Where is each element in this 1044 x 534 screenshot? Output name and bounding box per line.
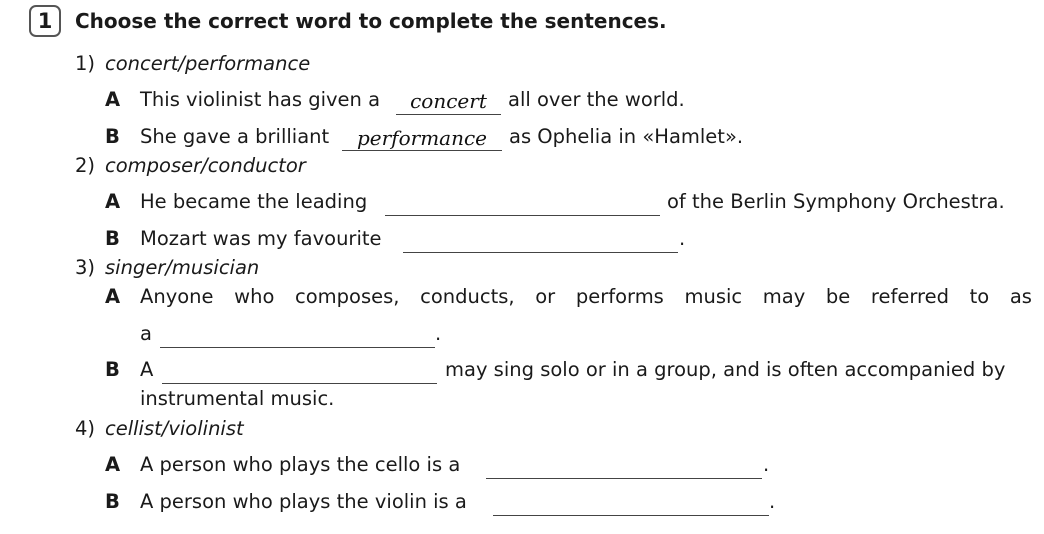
- answer-blank[interactable]: [493, 515, 769, 516]
- sentence-text-after: .: [769, 490, 776, 513]
- sentence-text-before: A person who plays the cello is a: [140, 453, 461, 476]
- answer-blank[interactable]: [396, 114, 501, 115]
- word-options: cellist/violinist: [105, 417, 244, 440]
- item-number: 4): [75, 417, 96, 440]
- handwritten-answer: performance: [356, 126, 487, 150]
- answer-blank[interactable]: [403, 252, 678, 253]
- handwritten-answer: concert: [410, 89, 487, 113]
- sentence-text-before: a: [140, 322, 152, 345]
- sentence-text-after: all over the world.: [508, 88, 685, 111]
- word: who: [234, 285, 275, 308]
- word: referred: [870, 285, 949, 308]
- word: music: [684, 285, 743, 308]
- item-number: 2): [75, 154, 96, 177]
- item-number: 1): [75, 52, 96, 75]
- sentence-label: A: [105, 88, 121, 111]
- word: performs: [575, 285, 664, 308]
- sentence-text-before: He became the leading: [140, 190, 368, 213]
- sentence-label: A: [105, 190, 121, 213]
- word-options: singer/musician: [105, 256, 260, 279]
- sentence-text-before: This violinist has given a: [140, 88, 381, 111]
- sentence-text-before: A: [140, 358, 154, 381]
- word-options: concert/performance: [105, 52, 311, 75]
- sentence-label: B: [105, 358, 120, 381]
- sentence-label: B: [105, 227, 120, 250]
- exercise-instruction: Choose the correct word to complete the sentences.: [75, 9, 667, 33]
- item-number: 3): [75, 256, 96, 279]
- answer-blank[interactable]: [160, 347, 435, 348]
- sentence-text-before: A person who plays the violin is a: [140, 490, 467, 513]
- word: conducts,: [420, 285, 515, 308]
- sentence-label: A: [105, 453, 121, 476]
- sentence-text-after: as Ophelia in «Hamlet».: [509, 125, 744, 148]
- sentence-text-after: may sing solo or in a group, and is often accompanied by: [445, 358, 1006, 381]
- word: as: [1009, 285, 1032, 308]
- sentence-label: A: [105, 285, 121, 308]
- answer-blank[interactable]: [342, 150, 502, 151]
- sentence-text-after: .: [763, 453, 770, 476]
- answer-blank[interactable]: [385, 215, 660, 216]
- answer-blank[interactable]: [486, 478, 762, 479]
- sentence-text-before: She gave a brilliant: [140, 125, 330, 148]
- word: may: [762, 285, 806, 308]
- word: Anyone: [140, 285, 214, 308]
- sentence-text-before: Mozart was my favourite: [140, 227, 382, 250]
- word-options: composer/conductor: [105, 154, 306, 177]
- word: or: [535, 285, 556, 308]
- sentence-text-after: .: [679, 227, 686, 250]
- sentence-text-continuation: instrumental music.: [140, 387, 335, 410]
- answer-blank[interactable]: [162, 383, 437, 384]
- word: be: [825, 285, 851, 308]
- sentence-text-justified: [140, 285, 1032, 309]
- word: to: [969, 285, 990, 308]
- sentence-label: B: [105, 125, 120, 148]
- sentence-text-after: .: [435, 322, 442, 345]
- exercise-number-badge: 1: [29, 5, 61, 37]
- sentence-label: B: [105, 490, 120, 513]
- sentence-text-after: of the Berlin Symphony Orchestra.: [667, 190, 1005, 213]
- word: composes,: [295, 285, 400, 308]
